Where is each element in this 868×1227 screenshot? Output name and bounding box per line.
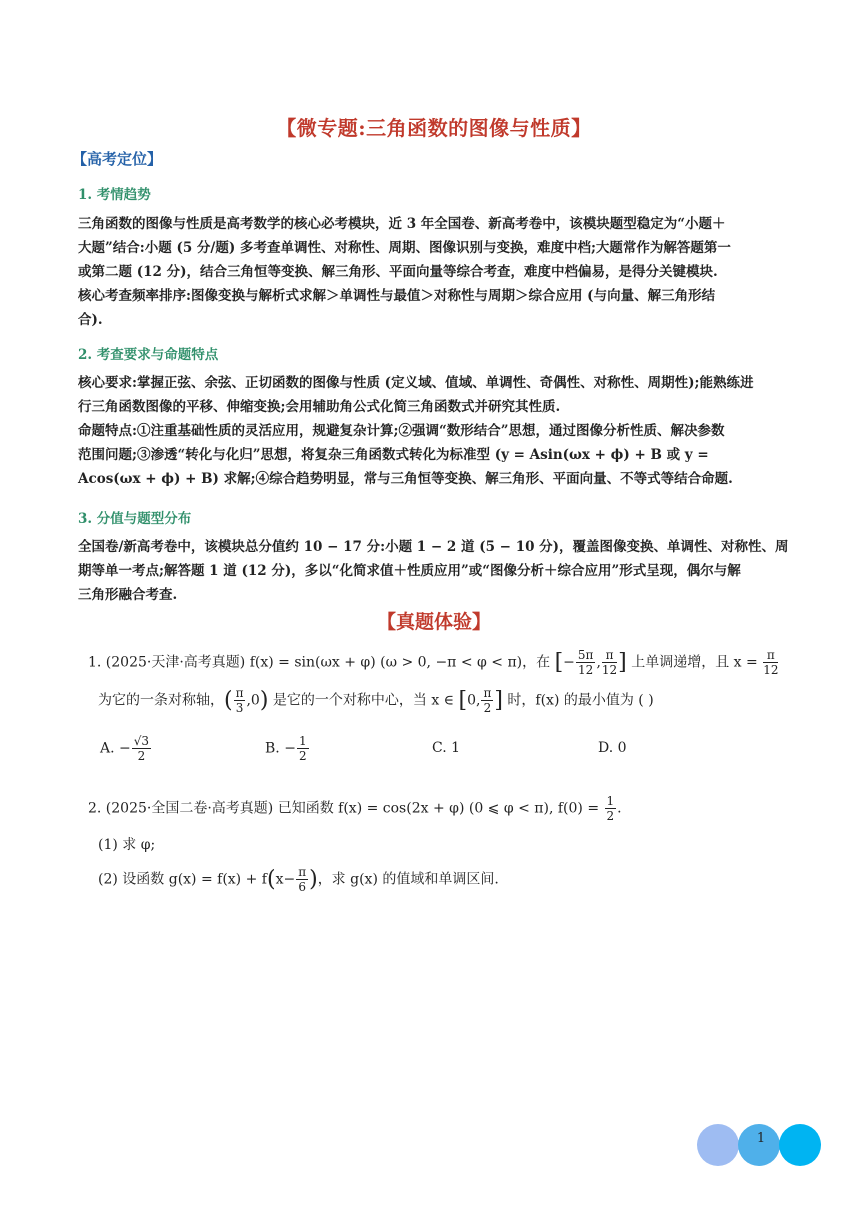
paragraph-trend [78, 212, 798, 332]
subheading-requirements: 2. 考查要求与命题特点 [78, 347, 219, 363]
text-line: 核心要求:掌握正弦、余弦、正切函数的图像与性质 (定义域、值域、单调性、奇偶性、对称性、周期性);能熟练进 [78, 375, 754, 391]
option-a: A. − $\frac{√3}{2}$ [100, 734, 150, 763]
fraction: $\frac{\pi}{12}$ [763, 648, 779, 677]
question-2-part-1: (1) 求 φ; [98, 837, 156, 853]
q1-text-e: 时，f(x) 的最小值为 ( ) [507, 692, 654, 709]
text-line: 大题”结合:小题 (5 分/题) 多考查单调性、对称性、周期、图像识别与变换，难度中档;大题常作为解答题第一 [78, 240, 731, 256]
text-line: 全国卷/新高考卷中，该模块总分值约 10 − 17 分:小题 1 − 2 道 (5 − 10 分)，覆盖图像变换、单调性、对称性、周 [78, 539, 789, 555]
page-title: 【微专题:三角函数的图像与性质】 [276, 116, 592, 140]
option-d: D. 0 [598, 740, 627, 756]
q1-text-c: 为它的一条对称轴， [98, 692, 224, 709]
question-2-part-2: (2) 设函数 g(x) = f(x) + f(x− $\frac{\pi}{6}$ )，求 g(x) 的值域和单调区间. [98, 865, 499, 894]
fraction: $\frac{\pi}{2}$ [483, 686, 492, 715]
q1-text-d: 是它的一个对称中心，当 x ∈ [272, 692, 455, 709]
question-1-line-1: 1. (2025·天津·高考真题) f(x) = sin(ωx + φ) (ω > 0, −π < φ < π)，在 [− $\frac{5\pi}{12}$ , $\frac{\pi}{12}$ ] 上单调递增，且 x = $\frac{\pi}{12}$ [88, 648, 779, 677]
text-line: 合). [78, 312, 103, 328]
fraction: $\frac{\pi}{12}$ [601, 648, 618, 677]
section-banner-real-exam: 【真题体验】 [376, 611, 491, 633]
text-line: 三角形融合考查. [78, 587, 178, 603]
page-badge-circle-left [697, 1124, 739, 1166]
question-1-line-2: 为它的一条对称轴，( $\frac{\pi}{3}$ ,0) 是它的一个对称中心，当 x ∈ [0, $\frac{\pi}{2}$ ] 时，f(x) 的最小值为 ( ) [98, 686, 654, 715]
q1-text-a: 1. (2025·天津·高考真题) f(x) = sin(ωx + φ) (ω > 0, −π < φ < π)，在 [88, 654, 551, 671]
paragraph-requirements [78, 371, 798, 491]
text-line: 或第二题 (12 分)，结合三角恒等变换、解三角形、平面向量等综合考查，难度中档偏易，是得分关键模块. [78, 264, 718, 280]
option-b: B. − $\frac{1}{2}$ [265, 734, 307, 763]
section-heading: 【高考定位】 [72, 150, 163, 168]
text-line: 期等单一考点;解答题 1 道 (12 分)，多以“化简求值＋性质应用”或“图像分析＋综合应用”形式呈现，偶尔与解 [78, 563, 741, 579]
fraction: $\frac{\pi}{3}$ [235, 686, 244, 715]
text-line: 三角函数的图像与性质是高考数学的核心必考模块，近 3 年全国卷、新高考卷中，该模块题型稳定为“小题＋ [78, 216, 726, 232]
fraction: $\frac{\pi}{6}$ [298, 865, 307, 894]
q2-text-a: 2. (2025·全国二卷·高考真题) 已知函数 f(x) = cos(2x + φ) (0 ⩽ φ < π), f(0) = [88, 800, 600, 817]
fraction: $\frac{5\pi}{12}$ [577, 648, 594, 677]
question-2-line-1: 2. (2025·全国二卷·高考真题) 已知函数 f(x) = cos(2x + φ) (0 ⩽ φ < π), f(0) = $\frac{1}{2}$ . [88, 794, 622, 823]
fraction: $\frac{1}{2}$ [606, 794, 615, 823]
text-line: 命题特点:①注重基础性质的灵活应用，规避复杂计算;②强调“数形结合”思想，通过图像分析性质、解决参数 [78, 423, 725, 439]
paragraph-scores [78, 535, 798, 607]
page-badge-circle-right [779, 1124, 821, 1166]
fraction: $\frac{1}{2}$ [298, 734, 307, 763]
subheading-trend: 1. 考情趋势 [78, 187, 151, 203]
text-line: 范围问题;③渗透“转化与化归”思想，将复杂三角函数式转化为标准型 (y = Asin(ωx + ϕ) + B 或 y = [78, 447, 709, 463]
text-line: 核心考查频率排序:图像变换与解析式求解＞单调性与最值＞对称性与周期＞综合应用 (与向量、解三角形结 [78, 288, 716, 304]
subheading-scores: 3. 分值与题型分布 [78, 511, 192, 527]
page-number: 1 [756, 1131, 766, 1146]
q1-text-b: 上单调递增，且 x = [631, 654, 758, 671]
fraction: $\frac{√3}{2}$ [133, 734, 150, 763]
text-line: 行三角函数图像的平移、伸缩变换;会用辅助角公式化简三角函数式并研究其性质. [78, 399, 561, 415]
option-c: C. 1 [432, 740, 461, 756]
text-line: Acos(ωx + ϕ) + B) 求解;④综合趋势明显，常与三角恒等变换、解三角形、平面向量、不等式等结合命题. [78, 471, 733, 487]
